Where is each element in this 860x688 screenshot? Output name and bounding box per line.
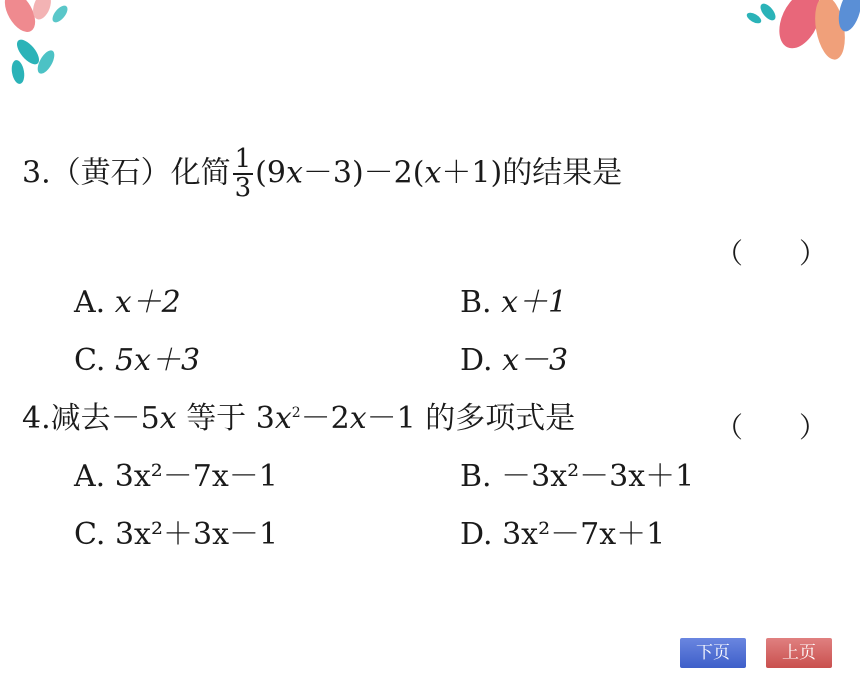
expression-part: ＋1)的结果是 [441, 155, 623, 191]
option-letter: A. [74, 285, 106, 320]
floral-decoration-top-left [0, 0, 90, 100]
answer-blank-q4[interactable]: （ ） [715, 411, 828, 444]
option-c-q3[interactable] [74, 343, 201, 378]
option-expression: 5x＋3 [114, 343, 201, 378]
question-4-stem [22, 401, 576, 436]
fraction-one-third [233, 146, 254, 203]
stem-part: 减去－5 [50, 401, 160, 436]
option-expression: x＋1 [501, 285, 568, 320]
variable-x: x [274, 401, 292, 436]
expression-part: －3)－2( [302, 155, 425, 191]
option-a-q4[interactable] [74, 459, 278, 494]
next-page-button[interactable]: 下页 [680, 638, 746, 668]
option-expression: x－3 [502, 343, 569, 378]
stem-part: 等于 3 [186, 401, 275, 436]
option-a-q3[interactable] [74, 285, 181, 320]
variable-x: x [349, 401, 367, 436]
floral-decoration-top-right [730, 0, 860, 80]
option-expression: 3x²＋3x－1 [114, 517, 279, 552]
question-3-stem [22, 146, 622, 203]
option-c-q4[interactable] [74, 517, 279, 552]
option-letter: C. [74, 343, 106, 378]
option-expression: －3x²－3x＋1 [501, 459, 695, 494]
option-letter: D. [460, 517, 493, 552]
variable-x: x [159, 401, 177, 436]
variable-x: x [424, 155, 442, 191]
stem-prefix: 化简 [170, 155, 231, 191]
question-source: （黄石） [50, 155, 171, 191]
previous-page-button[interactable]: 上页 [766, 638, 832, 668]
option-d-q3[interactable] [460, 343, 569, 378]
variable-x: x [285, 155, 303, 191]
stem-part: －2 [300, 401, 350, 436]
option-b-q4[interactable] [460, 459, 695, 494]
expression-part: (9 [255, 155, 286, 191]
option-letter: A. [74, 459, 106, 494]
option-d-q4[interactable] [460, 517, 666, 552]
question-number: 4. [22, 401, 51, 436]
answer-blank-q3[interactable]: （ ） [715, 237, 828, 270]
option-b-q3[interactable] [460, 285, 568, 320]
fraction-numerator: 1 [234, 144, 252, 174]
exponent: 2 [291, 405, 301, 421]
option-expression: 3x²－7x＋1 [502, 517, 666, 552]
option-letter: B. [460, 459, 492, 494]
option-letter: C. [74, 517, 106, 552]
option-letter: B. [460, 285, 492, 320]
fraction-denominator: 3 [234, 173, 252, 204]
stem-part: －1 的多项式是 [366, 401, 576, 436]
option-expression: 3x²－7x－1 [114, 459, 278, 494]
option-expression: x＋2 [114, 285, 181, 320]
question-number: 3. [22, 155, 51, 191]
option-letter: D. [460, 343, 493, 378]
